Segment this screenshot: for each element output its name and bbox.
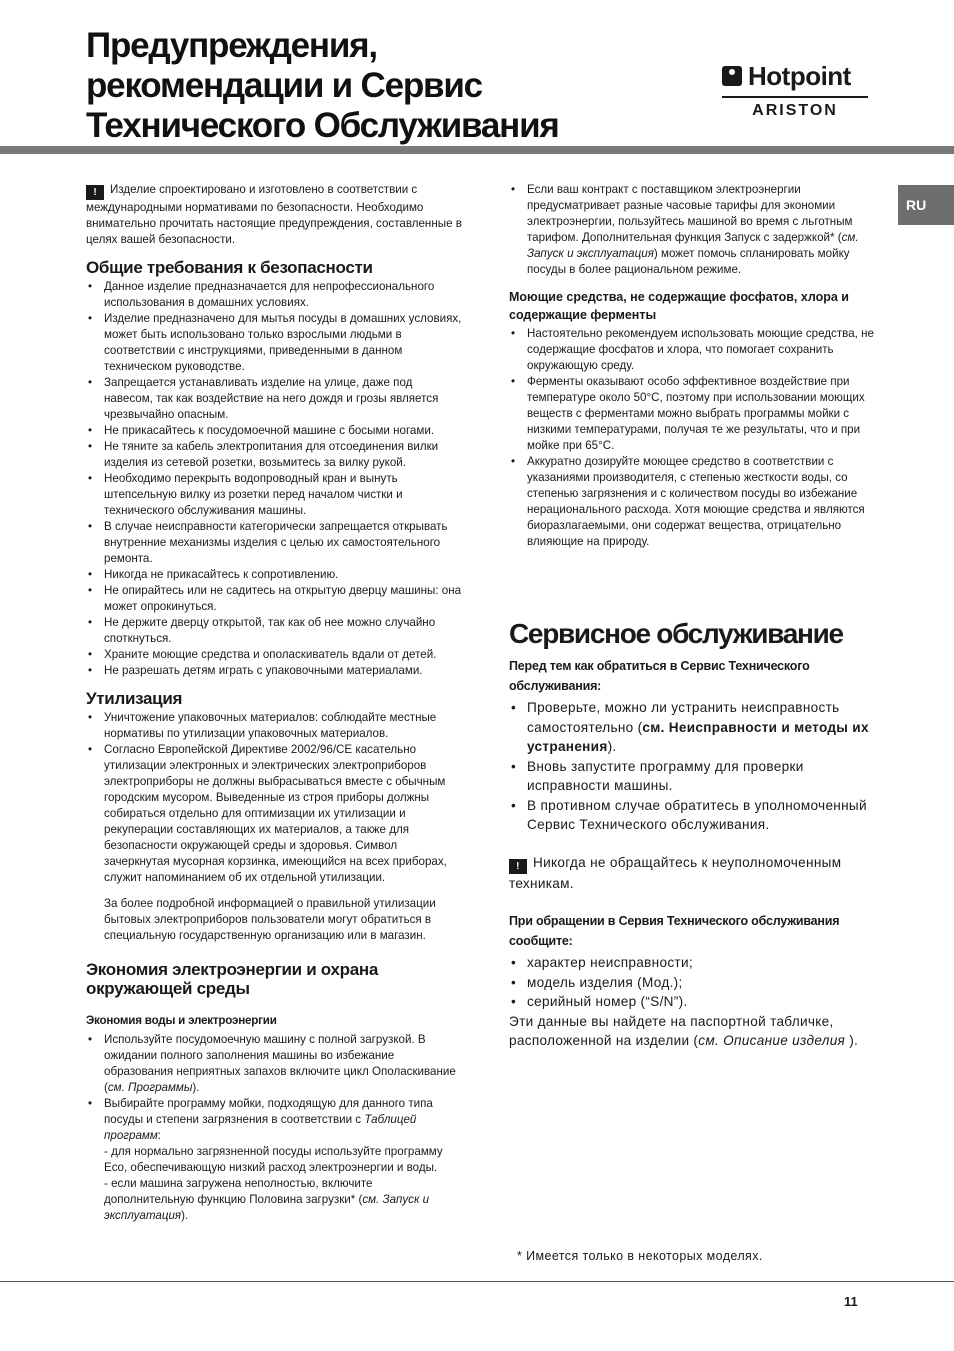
list-item: • Настоятельно рекомендуем использовать моющие средства, не содержащие фосфатов и хлора, что помогает сохранить окружающую среду. [509, 326, 887, 374]
right-column [509, 182, 887, 1051]
safety-list [86, 279, 464, 679]
title-line-1: Предупреждения, [86, 26, 377, 65]
page-title [86, 26, 559, 146]
service-section [509, 656, 887, 1051]
list-item: • Аккуратно дозируйте моющее средство в соответствии с указаниями производителя, с степенью жесткости воды, со степенью загрязнения и с количеством посуды во избежание нерационального расхода. Хотя моющие средства и являются биоразлагаемыми, они содержат вещества, отрицательно влияющие на природу. [509, 454, 887, 550]
disposal-list [86, 710, 464, 886]
list-item: • Изделие предназначено для мытья посуды в домашних условиях, может быть использовано только взрослыми людьми в соответствии с инструкциями, приведенными в данном техническом руководстве. [86, 311, 464, 375]
list-item: • Запрещается устанавливать изделие на улице, даже под навесом, так как воздействие на него дождя и грозы является чрезвычайно опасным. [86, 375, 464, 423]
cross-reference: см. Запуск и эксплуатация [104, 1193, 430, 1222]
warning-icon: ! [86, 185, 104, 200]
list-item: • Выбирайте программу мойки, подходящую для данного типа посуды и степени загрязнения в соответствии с Таблицей программ: - для нормально загрязненной посуды используйте программу Eco, обеспечивающую низкий расход электроэнергии и воды. - если машина загружена неполностью, включите дополнительную функцию Половина загрузки* (см. Запуск и эксплуатация). [86, 1096, 464, 1224]
list-item: • Не прикасайтесь к посудомоечной машине с босыми ногами. [86, 423, 464, 439]
logo-divider [722, 96, 868, 98]
economy-heading: Экономия электроэнергии и охрана окружающей среды [86, 960, 378, 998]
detergent-heading: Моющие средства, не содержащие фосфатов, хлора и содержащие ферменты [509, 290, 849, 322]
title-line-3: Технического Обслуживания [86, 106, 559, 145]
cross-reference: см. Описание изделия [698, 1033, 846, 1048]
list-item: • Если ваш контракт с поставщиком электроэнергии предусматривает разные часовые тарифы для экономии электроэнергии, пользуйтесь машиной во время с льготным тарифом. Дополнительная функция Запуск с задержкой* (см. Запуск и эксплуатация) может помочь спланировать мойку посуды в более рациональном режиме. [509, 182, 887, 278]
list-item: • Не опирайтесь или не садитесь на открытую дверцу машины: она может опрокинуться. [86, 583, 464, 615]
cross-reference: Таблицей программ [104, 1113, 417, 1142]
language-tab: RU [898, 185, 954, 225]
list-item: • Данное изделие предназначается для непрофессионального использования в домашних условиях. [86, 279, 464, 311]
list-item: • В противном случае обратитесь в уполномоченный Сервис Технического обслуживания. [509, 796, 887, 835]
footnote: * Имеется только в некоторых моделях. [517, 1249, 763, 1263]
footer-divider [0, 1281, 954, 1282]
list-item: • модель изделия (Мод.); [509, 973, 887, 993]
list-item: • Согласно Европейской Директиве 2002/96/CE касательно утилизации электронных и электрических электроприборов электроприборы не должны выбрасываться вместе с обычным городским мусором. Выведенные из строя приборы должны собираться отдельно для оптимизации их утилизации и рекуперации составляющих их материалов, а также для безопасности окружающей среды и здоровья. Символ зачеркнутая мусорная корзинка, имеющийся на всех приборах, служит напоминанием об их отдельной утилизации. [86, 742, 464, 886]
before-contact-list [509, 698, 887, 835]
left-column [86, 182, 464, 1224]
hotpoint-logo-icon [722, 66, 742, 86]
list-item: • Вновь запустите программу для проверки исправности машины. [509, 757, 887, 796]
warning-icon: ! [509, 859, 527, 874]
title-line-2: рекомендации и Сервис [86, 66, 482, 105]
list-item: • Уничтожение упаковочных материалов: соблюдайте местные нормативы по утилизации упаковочных материалов. [86, 710, 464, 742]
cross-reference: см. Неисправности и методы их устранения [527, 719, 869, 754]
contact-heading: При обращении в Сервия Технического обслуживания сообщите: [509, 914, 840, 948]
list-item: • Необходимо перекрыть водопроводный кран и вынуть штепсельную вилку из розетки перед началом чистки и технического обслуживания машины. [86, 471, 464, 519]
data-location-paragraph: Эти данные вы найдете на паспортной табличке, расположенной на изделии (см. Описание изделия ). [509, 1013, 859, 1048]
list-item: • характер неисправности; [509, 953, 887, 973]
safety-heading: Общие требования к безопасности [86, 258, 373, 277]
brand-name: Hotpoint [748, 61, 851, 91]
disposal-heading: Утилизация [86, 689, 183, 708]
unauthorized-warning: ! Никогда не обращайтесь к неуполномоченным техникам. [509, 854, 842, 891]
list-item: • серийный номер (“S/N”). [509, 992, 887, 1012]
list-item: • Ферменты оказывают особо эффективное воздействие при температуре около 50°C, поэтому при использовании моющих веществ с ферментами можно выбрать программы мойки с низкими температурами, получая те же результаты, что и при мойке при 65°C. [509, 374, 887, 454]
list-item: • Не держите дверцу открытой, так как об нее можно случайно споткнуться. [86, 615, 464, 647]
sub-brand-name: ARISTON [752, 102, 838, 119]
list-item: • Не тяните за кабель электропитания для отсоединения вилки изделия из сетевой розетки, возьмитесь за вилку рукой. [86, 439, 464, 471]
water-list [86, 1032, 464, 1224]
list-item: • Не разрешать детям играть с упаковочными материалами. [86, 663, 464, 679]
header-divider-bar [0, 146, 954, 154]
contact-list [509, 953, 887, 1012]
page-number: 11 [844, 1294, 858, 1309]
detergent-list [509, 326, 887, 550]
list-item: • Используйте посудомоечную машину с полной загрузкой. В ожидании полного заполнения машины во избежание образования неприятных запахов включите цикл Ополаскивание (см. Программы). [86, 1032, 464, 1096]
list-item: • Проверьте, можно ли устранить неисправность самостоятельно (см. Неисправности и методы их устранения). [509, 698, 887, 757]
list-item: • В случае неисправности категорически запрещается открывать внутренние механизмы изделия с целью их самостоятельного ремонта. [86, 519, 464, 567]
list-item: • Храните моющие средства и ополаскиватель вдали от детей. [86, 647, 464, 663]
cross-reference: см. Запуск и эксплуатация [527, 231, 859, 260]
cross-reference: см. Программы [107, 1081, 193, 1094]
brand-logo [722, 62, 868, 120]
list-item: • Никогда не прикасайтесь к сопротивлению. [86, 567, 464, 583]
intro-paragraph: ! Изделие спроектировано и изготовлено в соответствии с международными нормативами по безопасности. Необходимо внимательно прочитать настоящие предупреждения, составленные в целях вашей безопасности. [86, 183, 462, 246]
before-contact-heading: Перед тем как обратиться в Сервис Технического обслуживания: [509, 659, 810, 693]
service-heading: Сервисное обслуживание [509, 618, 843, 649]
disposal-note: За более подробной информацией о правильной утилизации бытовых электроприборов пользователи могут обратиться в специальную государственную организацию или в магазин. [104, 897, 436, 942]
tariff-list [509, 182, 887, 278]
water-saving-subheading: Экономия воды и электроэнергии [86, 1014, 277, 1027]
